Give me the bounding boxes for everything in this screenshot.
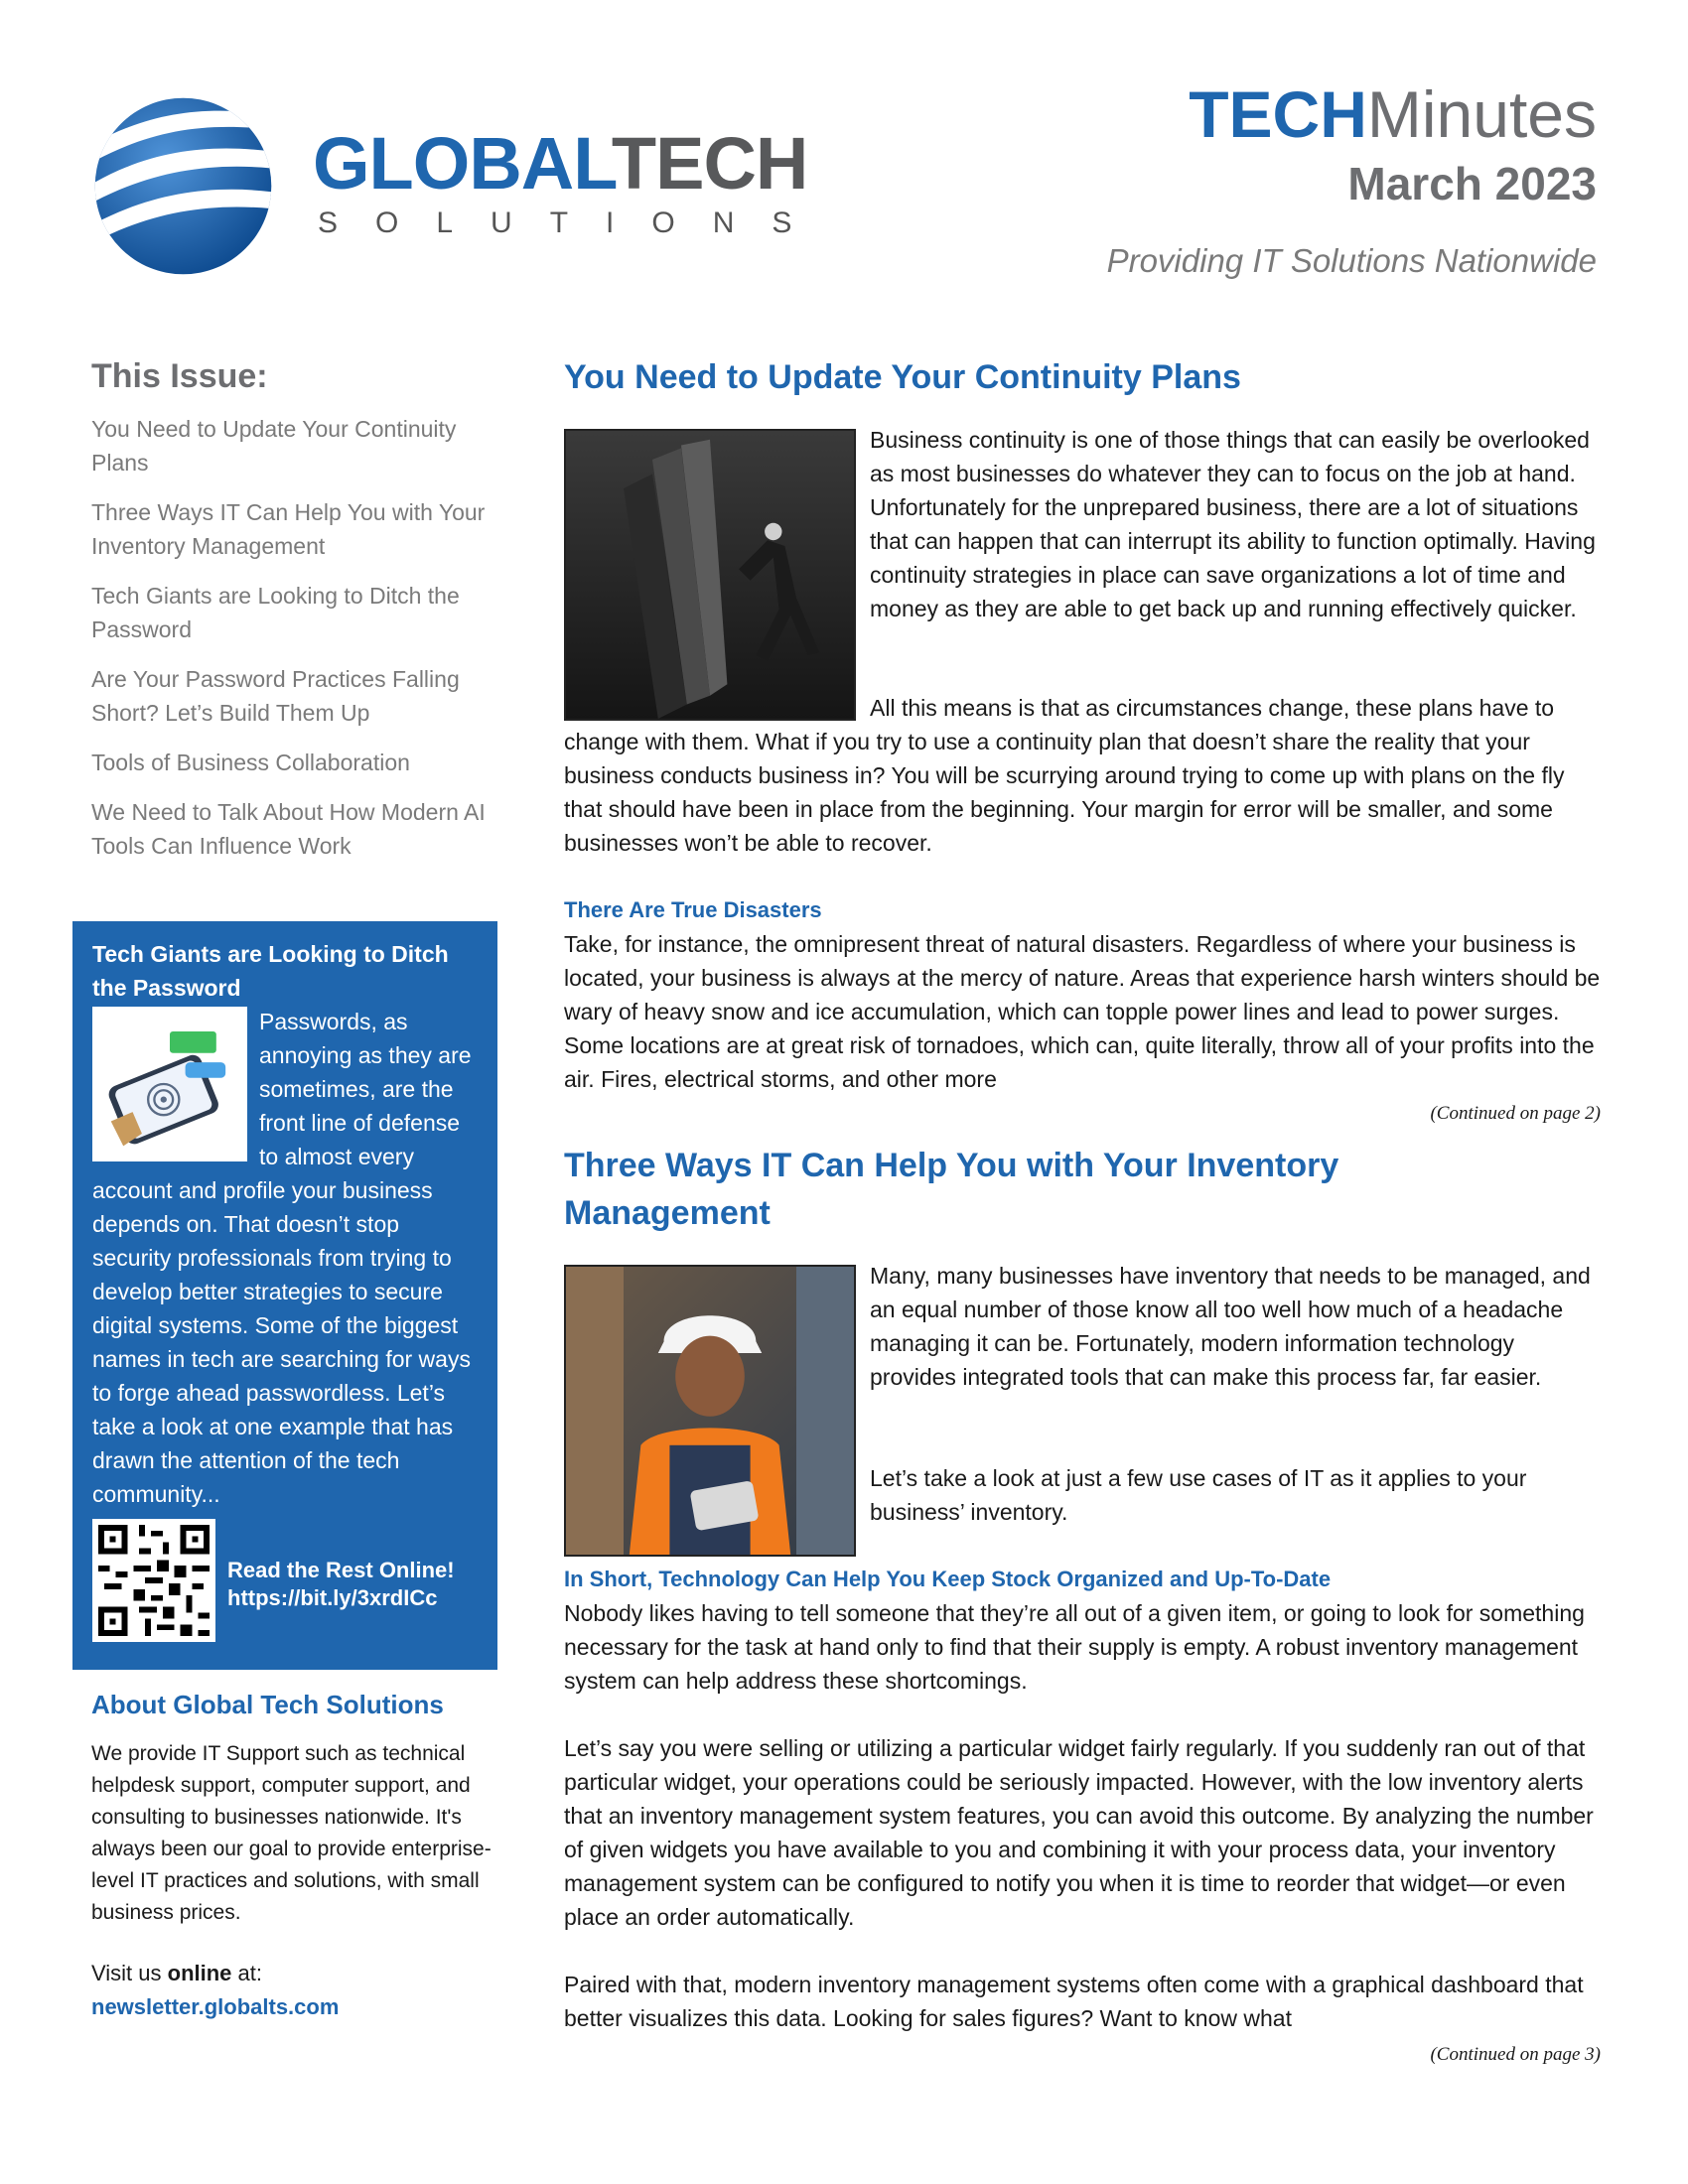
read-more-link[interactable] <box>227 1557 455 1612</box>
article2-paragraph4: Let’s say you were selling or utilizing a particular widget fairly regularly. If you suddenly ran out of that particular widget, your operations could be seriously impacted. However, with the low inventory alerts that an inventory management system features, you can avoid this outcome. By analyzing the number of given widgets you have available to you and combining it with your process data, your inventory management system can be configured to notify you when it is time to reorder that widget—or even place an order automatically. <box>564 1735 1594 1930</box>
globe-logo-icon <box>91 94 275 278</box>
toc-heading: This Issue: <box>91 357 268 395</box>
article1-paragraph2: All this means is that as circumstances change, these plans have to change with them. What if you try to use a continuity plan that doesn’t share the reality that your business conducts business in? You will be scurrying around trying to come up with plans on the fly that should have been in place from the beginning. Your margin for error will be smaller, and some businesses won’t be able to recover. <box>564 695 1565 856</box>
read-more-label: Read the Rest Online! <box>227 1558 455 1582</box>
masthead <box>1106 77 1597 279</box>
phone-fingerprint-illustration-icon <box>92 1007 247 1161</box>
article1-continued: (Continued on page 2) <box>1430 1103 1601 1124</box>
article1-paragraph3: Take, for instance, the omnipresent threat of natural disasters. Regardless of where your business is located, your business is always at the mercy of nature. Areas that experience harsh winters should be wary of heavy snow and ice accumulation, which can topple power lines and lead to power surges. Some locations are at great risk of tornadoes, which can, quite literally, throw all of your profits into the air. Fires, electrical storms, and other more <box>564 931 1601 1092</box>
qr-code-icon[interactable] <box>92 1519 215 1642</box>
article2-continued: (Continued on page 3) <box>1430 2044 1601 2065</box>
article2-paragraph1: Many, many businesses have inventory that needs to be managed, and an equal number of those know all too well how much of a headache managing it can be. Fortunately, modern information technology provides integrated tools that can make this process far, far easier. <box>870 1263 1591 1390</box>
brand-name-part2: TECH <box>611 122 808 205</box>
brand-name-part1: GLOBAL <box>313 122 612 205</box>
about-section <box>91 1690 508 2024</box>
toc-item[interactable]: You Need to Update Your Continuity Plans <box>91 416 457 476</box>
website-link[interactable]: newsletter.globalts.com <box>91 1994 340 2019</box>
sidebar-feature-box <box>72 921 497 1670</box>
tagline: Providing IT Solutions Nationwide <box>1106 242 1597 279</box>
visit-suffix: at: <box>231 1961 262 1985</box>
about-body: We provide IT Support such as technical helpdesk support, computer support, and consulting to businesses nationwide. It's always been our goal to provide enterprise-level IT practices and solutions, with small business prices. <box>91 1742 492 1924</box>
article2-paragraph5: Paired with that, modern inventory management systems often come with a graphical dashboard that better visualizes this data. Looking for sales figures? Want to know what <box>564 1972 1584 2031</box>
article2-paragraph2: Let’s take a look at just a few use cases of IT as it applies to your business’ inventory. <box>870 1465 1527 1525</box>
visit-prefix: Visit us <box>91 1961 168 1985</box>
sidebar-title: Tech Giants are Looking to Ditch the Password <box>92 941 449 1001</box>
toc-item[interactable]: Are Your Password Practices Falling Short? Let’s Build Them Up <box>91 666 460 726</box>
dominoes-photo <box>564 429 856 721</box>
dominoes-image-icon <box>566 431 854 719</box>
visit-bold: online <box>167 1961 232 1985</box>
toc-item[interactable]: Tools of Business Collaboration <box>91 750 410 775</box>
about-visit-line <box>91 1957 508 1990</box>
brand-name <box>313 122 808 205</box>
newsletter-title-part1: TECH <box>1189 77 1367 151</box>
brand-subtitle: SOLUTIONS <box>318 206 830 239</box>
warehouse-worker-image-icon <box>566 1267 854 1555</box>
article1-paragraph1: Business continuity is one of those things that can easily be overlooked as most businesses do whatever they can to focus on the job at hand. Unfortunately for the unprepared business, there are a lot of situations that can happen that can interrupt its ability to function optimally. Having continuity strategies in place can save organizations a lot of time and money as they are able to get back up and running effectively quicker. <box>870 427 1596 621</box>
newsletter-title <box>1107 77 1597 151</box>
article1-subheading: There Are True Disasters <box>564 897 822 922</box>
worker-photo <box>564 1265 856 1557</box>
article1-title-text: You Need to Update Your Continuity Plans <box>564 358 1241 396</box>
sidebar-body: Passwords, as annoying as they are sometimes, are the front line of defense to almost every account and profile your business depends on. That doesn’t stop security professionals from trying to develop better strategies to secure digital systems. Some of the biggest names in tech are searching for ways to forge ahead passwordless. Let’s take a look at one example that has drawn the attention of the tech community... <box>92 1009 472 1507</box>
toc-item[interactable]: Three Ways IT Can Help You with Your Inventory Management <box>91 499 486 559</box>
article2-paragraph3: Nobody likes having to tell someone that they’re all out of a given item, or going to look for something necessary for the task at hand only to find that their supply is empty. A robust inventory management system can help address these shortcomings. <box>564 1600 1585 1694</box>
article2-title: Three Ways IT Can Help You with Your Inventory Management <box>564 1147 1339 1232</box>
table-of-contents <box>91 357 498 879</box>
read-more-url: https://bit.ly/3xrdICc <box>227 1585 438 1610</box>
article2-subheading: In Short, Technology Can Help You Keep Stock Organized and Up-To-Date <box>564 1567 1332 1591</box>
newsletter-title-part2: Minutes <box>1366 77 1597 151</box>
toc-item[interactable]: We Need to Talk About How Modern AI Tools Can Influence Work <box>91 799 486 859</box>
about-heading: About Global Tech Solutions <box>91 1690 444 1719</box>
toc-item[interactable]: Tech Giants are Looking to Ditch the Password <box>91 583 460 642</box>
issue-date: March 2023 <box>1347 158 1597 209</box>
